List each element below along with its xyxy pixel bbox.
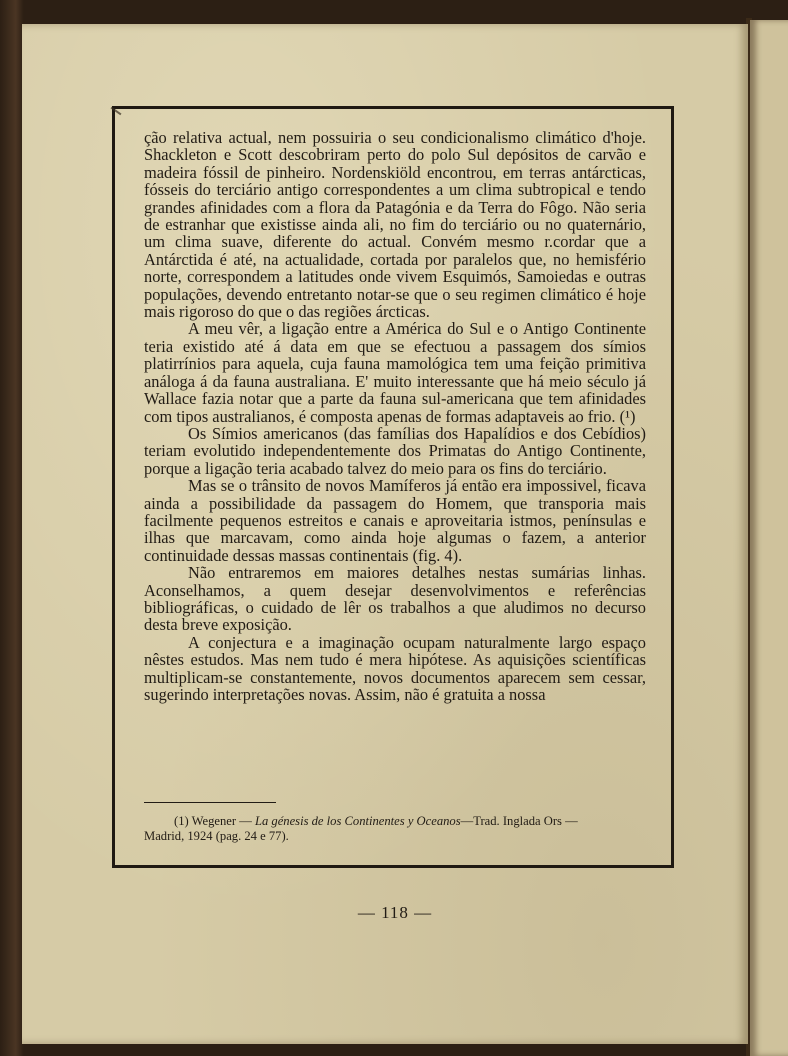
facing-page-edge (750, 20, 788, 1056)
footnote-line-1 (144, 814, 646, 829)
paragraph-6: A conjectura e a imaginação ocupam naturalmente largo espaço nêstes estudos. Mas nem tudo é mera hipótese. As aquisições scientíficas multiplicam-se constantemente, novos documentos aparecem sem cessar, sugerindo interpretações novas. Assim, não é gratuita a nossa (144, 632, 646, 704)
paragraph-2: A meu vêr, a ligação entre a América do Sul e o Antigo Continente teria existido até á data em que se efectuou a passagem dos símios platirrínios para aquela, cuja fauna mamológica tem uma feição primitiva análoga á da fauna australiana. E' muito interessante que há meio século já Wallace fazia notar que a parte da fauna sul-americana que tem afinidades com tipos australianos, é composta apenas de formas adaptaveis ao frio. (¹) (144, 319, 646, 426)
paragraph-1: ção relativa actual, nem possuiria o seu condicionalismo climático d'hoje. Shackleton e Scott descobriram perto do polo Sul depósitos de carvão e madeira fóssil de pinheiro. Nordenskiöld encontrou, em terras antárcticas, fósseis do terciário antigo correspondentes a um clima subtropical e tendo grandes afinidades com a flora da Patagónia e da Terra do Fôgo. Não seria de estranhar que existisse ainda ali, no fim do terciário ou no quaternário, um clima suave, diferente do actual. Convém mesmo r.cordar que a Antárctida é até, na actualidade, cortada por paralelos que, no hemisfério norte, correspondem a latitudes onde vivem Esquimós, Samoiedas e outras populações, devendo entretanto notar-se que o seu regimen climático é hoje mais rigoroso do que o das regiões árcticas. (144, 128, 646, 322)
footnote (144, 814, 646, 844)
footnote-author: Wegener — (191, 814, 252, 828)
paragraph-4: Mas se o trânsito de novos Mamíferos já então era impossivel, ficava ainda a possibilidade da passagem do Homem, que transporia mais facilmente pequenos estreitos e canais e aproveitaria istmos, penínsulas e ilhas que marcavam, como ainda hoje algumas o fazem, a anterior continuidade dessas massas continentais (fig. 4). (144, 476, 646, 565)
footnote-translation: —Trad. Inglada Ors — (460, 814, 578, 828)
footnote-marker: (1) (174, 814, 189, 828)
footnote-title: La génesis de los Continentes y Oceanos (254, 814, 461, 828)
paragraph-5: Não entraremos em maiores detalhes nestas sumárias linhas. Aconselhamos, a quem desejar desenvolvimentos e referências bibliográficas, o cuidado de lêr os trabalhos a que aludimos no decurso desta breve exposição. (144, 563, 646, 635)
footnote-separator (144, 802, 276, 803)
paragraph-3: Os Símios americanos (das famílias dos Hapalídios e dos Cebídios) teriam evolutido independentemente dos Primatas do Antigo Continente, porque a ligação teria acabado talvez do meio para os fins do terciário. (144, 423, 646, 478)
footnote-line-2: Madrid, 1924 (pag. 24 e 77). (144, 829, 289, 843)
body-text (144, 129, 646, 703)
page-number: — 118 — (357, 903, 433, 922)
